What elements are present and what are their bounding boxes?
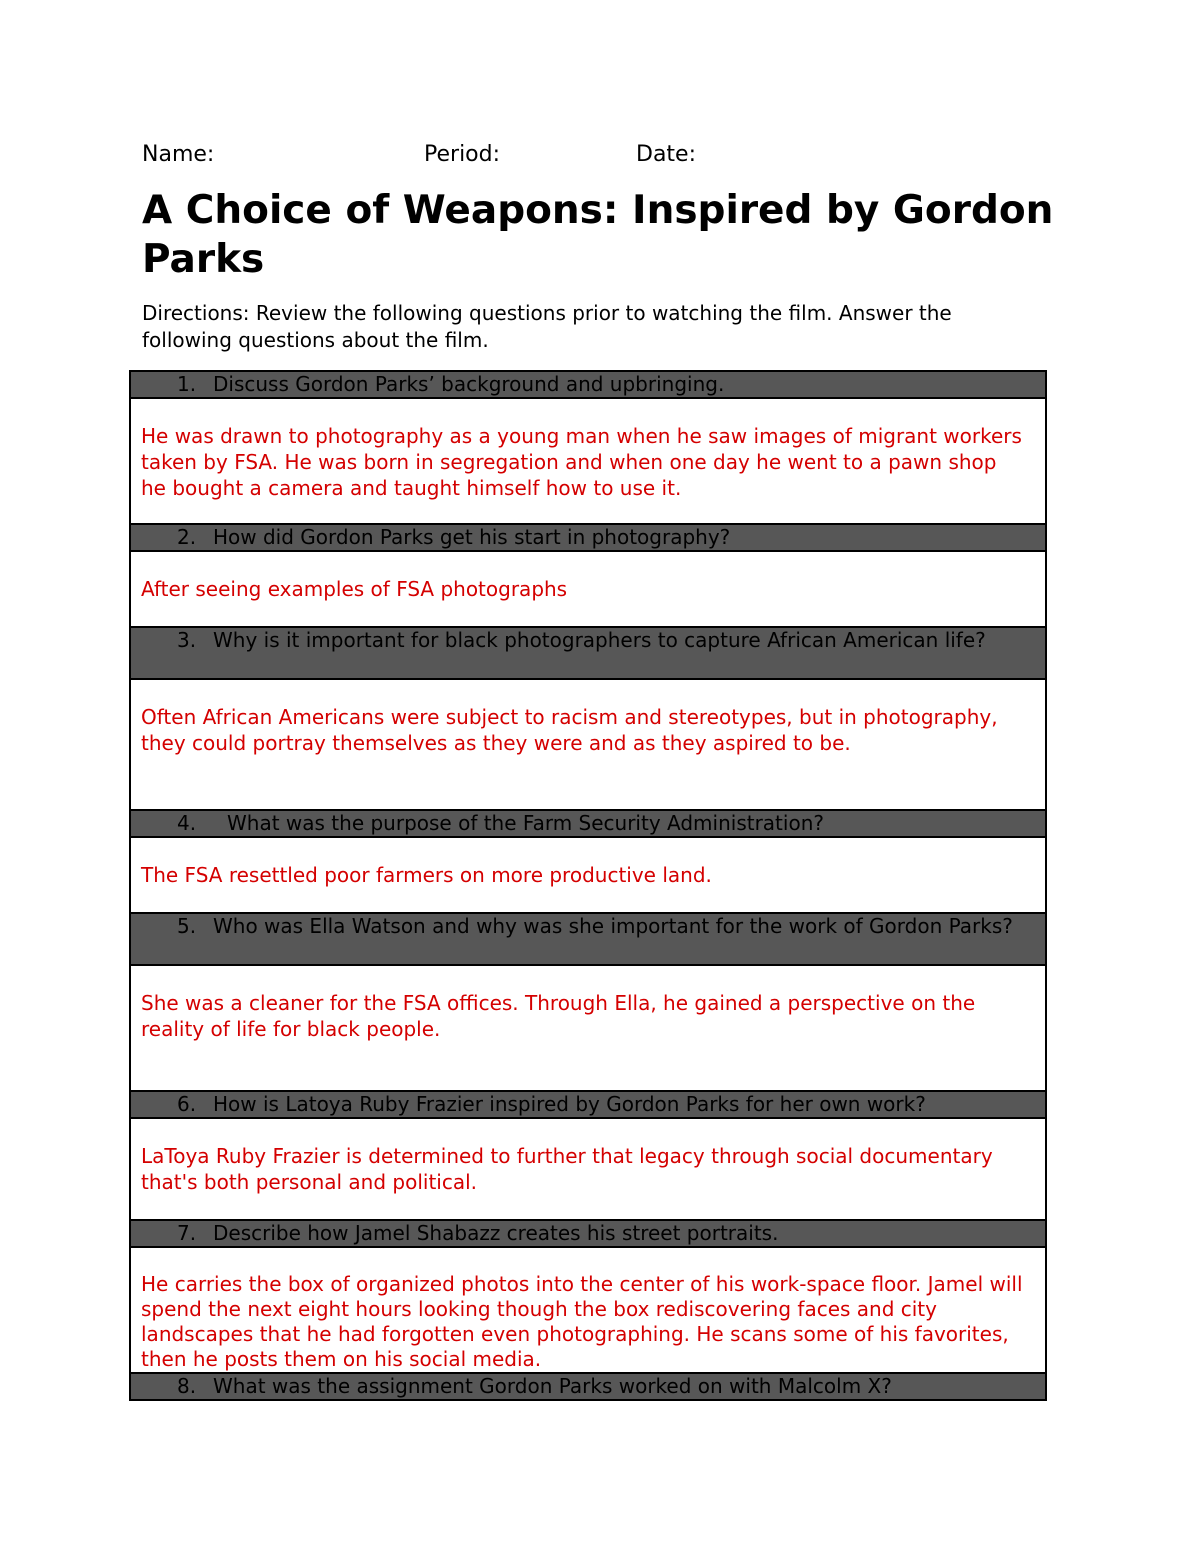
question-number: 4. [177, 811, 197, 835]
question-table [129, 370, 1047, 1401]
question-row [130, 810, 1046, 837]
question-number: 6. [177, 1092, 197, 1116]
question-row [130, 1373, 1046, 1400]
answer-row [130, 1247, 1046, 1373]
answer-row [130, 398, 1046, 524]
answer-row [130, 551, 1046, 627]
question-row [130, 1220, 1046, 1247]
question-number: 8. [177, 1374, 197, 1398]
period-label: Period: [424, 142, 501, 167]
question-number: 1. [177, 372, 197, 396]
name-label: Name: [142, 142, 215, 167]
answer-text: After seeing examples of FSA photographs [141, 577, 568, 601]
question-number: 7. [177, 1221, 197, 1245]
question-text: Discuss Gordon Parks’ background and upbringing. [213, 372, 725, 396]
question-number: 5. [177, 914, 197, 938]
question-row [130, 627, 1046, 679]
answer-text: He carries the box of organized photos into the center of his work-space floor. Jamel will spend the next eight hours looking though the box rediscovering faces and city landscapes that he had forgotten even photographing. He scans some of his favorites, then he posts them on his social media. [141, 1272, 1023, 1371]
question-row [130, 371, 1046, 398]
student-info-line [142, 142, 1042, 170]
question-text: Describe how Jamel Shabazz creates his street portraits. [213, 1221, 779, 1245]
question-text: What was the assignment Gordon Parks worked on with Malcolm X? [213, 1374, 892, 1398]
answer-text: LaToya Ruby Frazier is determined to further that legacy through social documentary that's both personal and political. [141, 1144, 993, 1194]
question-text: How did Gordon Parks get his start in photography? [213, 525, 731, 549]
answer-text: The FSA resettled poor farmers on more productive land. [141, 863, 712, 887]
question-number: 2. [177, 525, 197, 549]
question-row [130, 913, 1046, 965]
answer-row [130, 1118, 1046, 1220]
question-row [130, 1091, 1046, 1118]
answer-text: He was drawn to photography as a young man when he saw images of migrant workers taken by FSA. He was born in segregation and when one day he went to a pawn shop he bought a camera and taught himself how to use it. [141, 424, 1022, 500]
question-text: Why is it important for black photographers to capture African American life? [213, 628, 986, 652]
question-text: Who was Ella Watson and why was she important for the work of Gordon Parks? [213, 914, 1013, 938]
question-text: What was the purpose of the Farm Security Administration? [227, 811, 824, 835]
date-label: Date: [636, 142, 696, 167]
question-row [130, 524, 1046, 551]
answer-row [130, 679, 1046, 810]
page-title: A Choice of Weapons: Inspired by Gordon Parks [142, 188, 1054, 282]
answer-row [130, 837, 1046, 913]
answer-text: Often African Americans were subject to racism and stereotypes, but in photography, they could portray themselves as they were and as they aspired to be. [141, 705, 998, 755]
question-number: 3. [177, 628, 197, 652]
answer-row [130, 965, 1046, 1091]
directions-text: Directions: Review the following questions prior to watching the film. Answer the following questions about the film. [142, 301, 952, 352]
answer-text: She was a cleaner for the FSA offices. Through Ella, he gained a perspective on the reality of life for black people. [141, 991, 976, 1041]
question-text: How is Latoya Ruby Frazier inspired by Gordon Parks for her own work? [213, 1092, 926, 1116]
